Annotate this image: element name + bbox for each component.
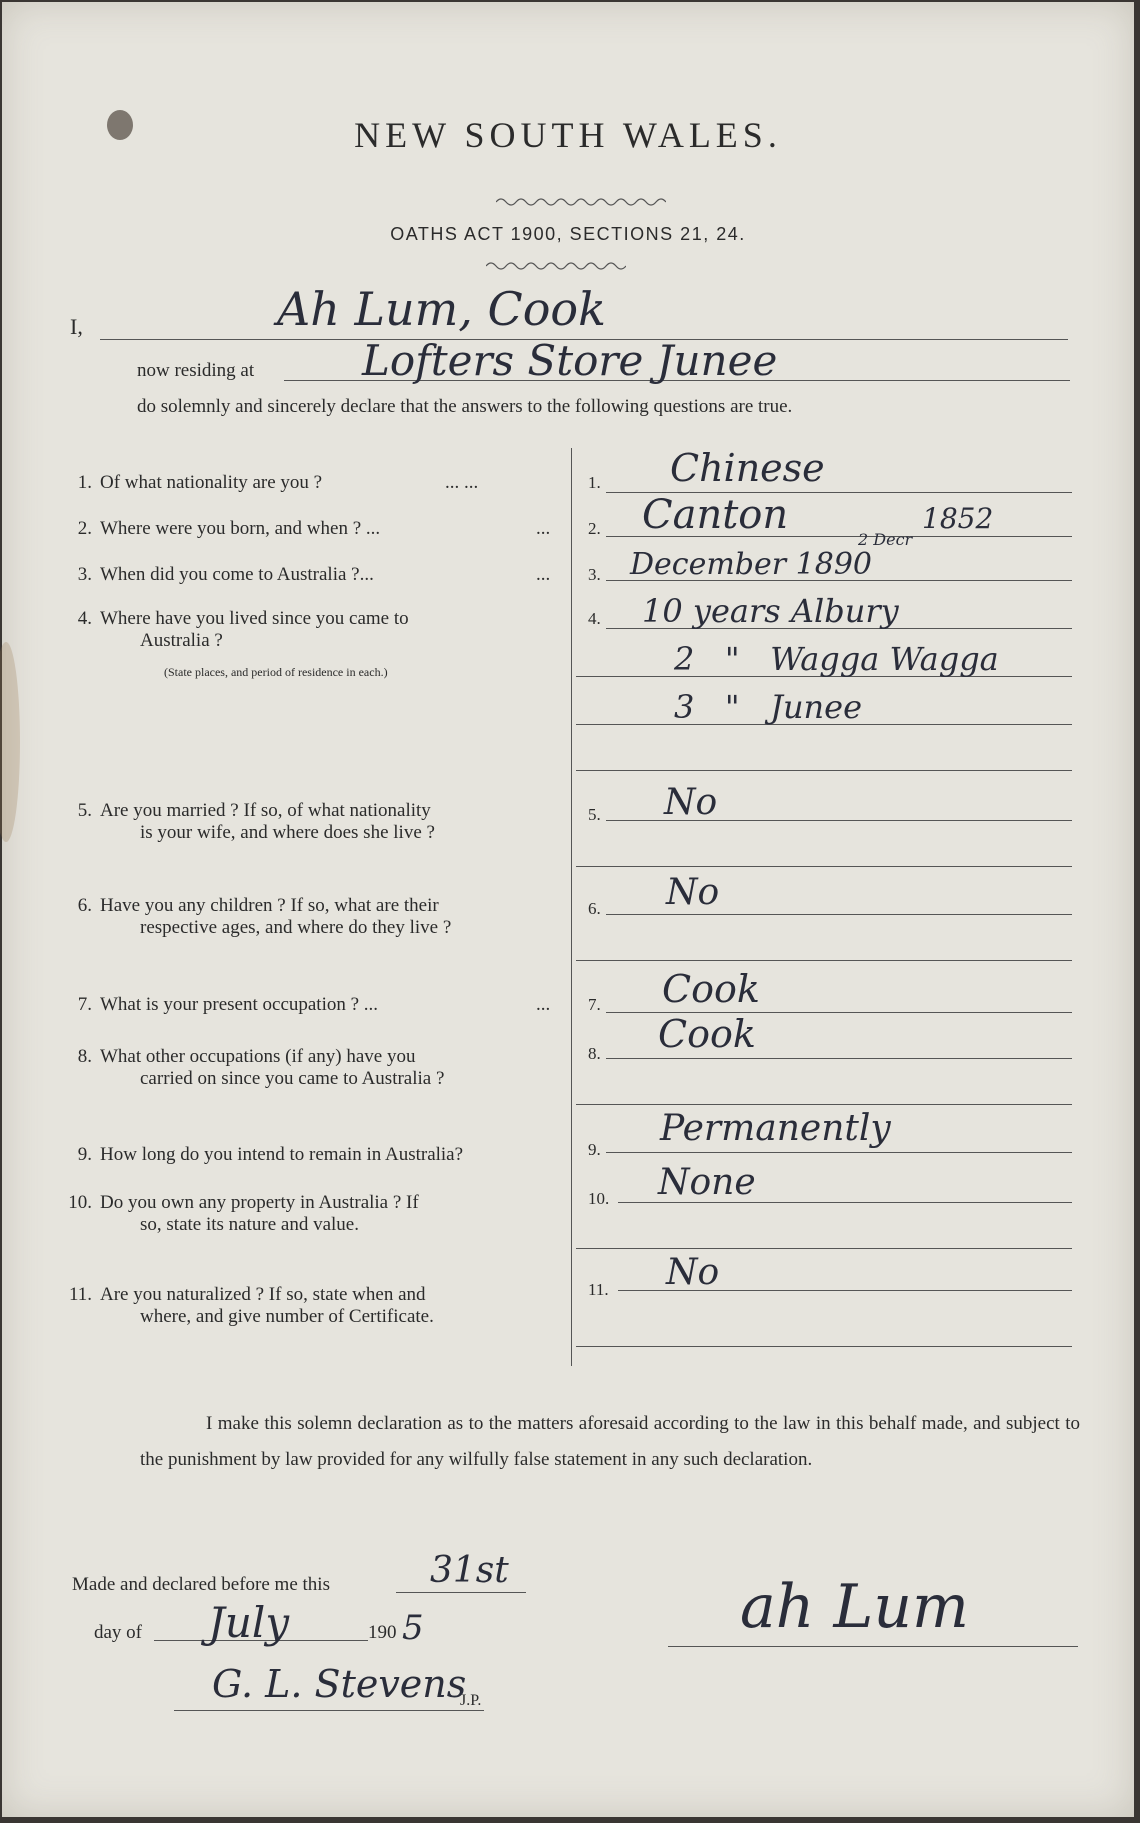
i-label: I, [70,314,83,339]
answer-num-9: 9. [588,1140,601,1159]
answer-line-5b [576,866,1072,867]
question-6: 6. Have you any children ? If so, what are their respective ages, and where do they live ? [77,895,452,938]
declarant-signature: ah Lum [740,1572,969,1642]
answer-line-8a [606,1058,1072,1059]
day-value: 31st [430,1550,509,1591]
column-divider [571,448,572,1366]
question-3: 3. When did you come to Australia ?... [77,564,374,585]
answer-line-8b [576,1104,1072,1105]
ornament-squiggle [496,196,666,208]
residing-label: now residing at [137,360,255,381]
answer-2: Canton [642,492,789,538]
ornament-squiggle-2 [486,260,626,272]
signature-line [668,1646,1078,1647]
question-4-note: (State places, and period of residence in each.) [164,665,388,679]
question-2: 2. Where were you born, and when ? ... [77,518,381,539]
answer-num-4: 4. [588,609,601,628]
answer-6: No [666,872,720,913]
leader-dots: ... ... [445,472,479,493]
answer-num-3: 3. [588,565,601,584]
answer-4-line-2: 2 " Wagga Wagga [674,640,999,678]
declaration-form [2,2,1134,1817]
answer-7: Cook [662,967,760,1011]
made-declared-label: Made and declared before me this [72,1574,330,1595]
answer-8: Cook [658,1012,756,1056]
question-11: 11. Are you naturalized ? If so, state when and where, and give number of Certificate. [68,1284,434,1327]
question-5: 5. Are you married ? If so, of what nationality is your wife, and where does she live ? [77,800,435,843]
year-prefix: 190 [368,1622,397,1643]
question-7: 7. What is your present occupation ? ... [77,994,379,1015]
answer-line-9 [606,1152,1072,1153]
water-stain [0,642,20,842]
answer-line-4d [576,770,1072,771]
answer-line-6b [576,960,1072,961]
answer-num-10: 10. [588,1189,610,1208]
jp-signature: G. L. Stevens [212,1662,467,1706]
answer-9: Permanently [660,1108,891,1149]
residence-value: Lofters Store Junee [362,336,778,385]
day-line [396,1592,526,1593]
declaration-paragraph: I make this solemn declaration as to the matters aforesaid according to the law in this behalf made, and subject to the punishment by law provided for any wilfully false statement in any such declaration. [140,1413,1080,1470]
question-10: 10. Do you own any property in Australia ? If so, state its nature and value. [68,1192,419,1235]
answer-line-6a [606,914,1072,915]
leader-dots: ... [536,564,551,585]
leader-dots: ... [536,994,551,1015]
answer-1: Chinese [670,446,825,490]
page-title: NEW SOUTH WALES. [354,115,782,155]
answer-2-note: 2 Decr [858,530,913,549]
jp-line [174,1710,484,1711]
declarant-name: Ah Lum, Cook [277,282,606,336]
answer-4-line-1: 10 years Albury [642,592,899,630]
question-1: 1. Of what nationality are you ? [77,472,323,493]
answer-line-11b [576,1346,1072,1347]
answer-2-year: 1852 [922,502,994,535]
declare-statement: do solemnly and sincerely declare that the answers to the following questions are true. [137,396,793,417]
question-9: 9. How long do you intend to remain in Australia? [77,1144,464,1165]
day-of-label: day of [94,1622,143,1643]
answer-3: December 1890 [630,547,872,582]
answer-5: No [664,782,718,823]
answer-num-2: 2. [588,519,601,538]
month-value: July [208,1598,290,1647]
answer-num-11: 11. [588,1280,609,1299]
answer-num-8: 8. [588,1044,601,1063]
act-subtitle: OATHS ACT 1900, SECTIONS 21, 24. [390,224,746,244]
answer-4-line-3: 3 " Junee [674,688,863,726]
answer-num-5: 5. [588,805,601,824]
answer-num-6: 6. [588,899,601,918]
answer-11: No [666,1252,720,1293]
answer-10: None [658,1162,756,1203]
answer-num-7: 7. [588,995,601,1014]
leader-dots: ... [536,518,551,539]
question-4: 4. Where have you lived since you came to Australia ? [77,608,409,651]
answer-num-1: 1. [588,473,601,492]
year-digit: 5 [402,1608,424,1648]
jp-label: J.P. [460,1692,482,1709]
question-8: 8. What other occupations (if any) have you carried on since you came to Australia ? [77,1046,445,1089]
answer-line-10b [576,1248,1072,1249]
